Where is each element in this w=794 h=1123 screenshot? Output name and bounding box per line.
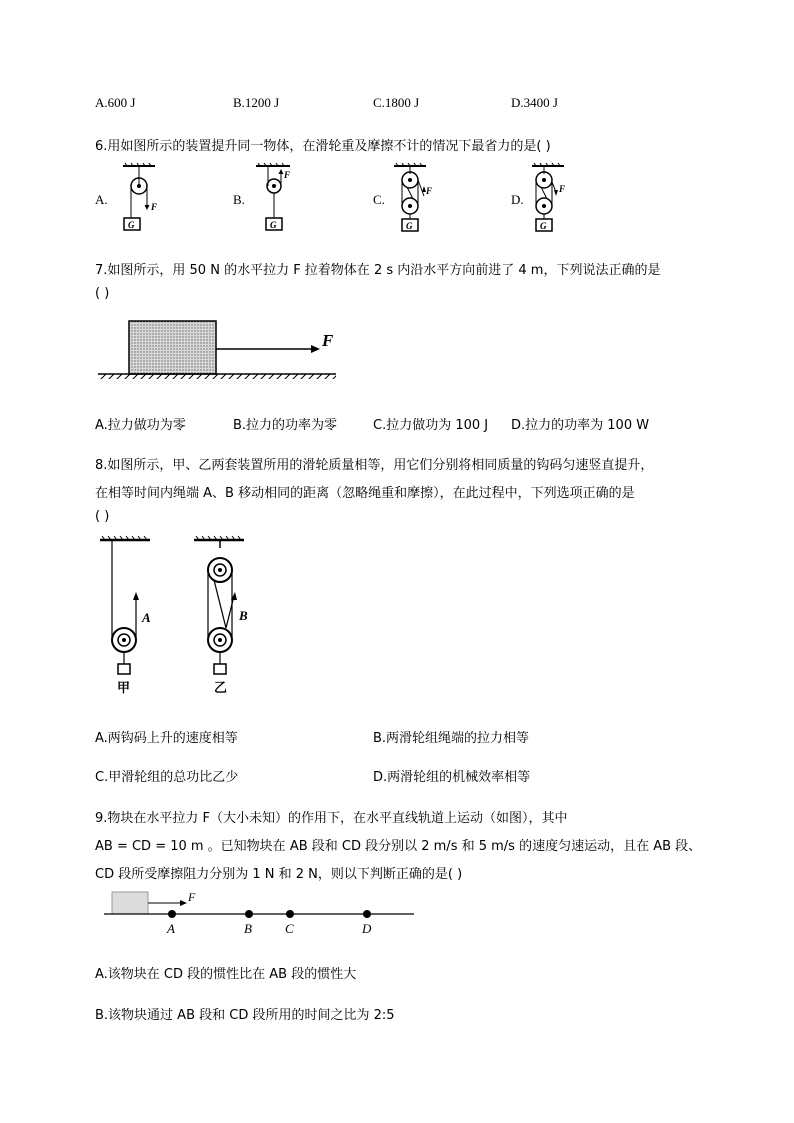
q6-figure-c xyxy=(390,162,440,234)
q8-option-a: A.两钩码上升的速度相等 xyxy=(95,731,238,746)
q9-stem-line1: 9.物块在水平拉力 F（大小未知）的作用下，在水平直线轨道上运动（如图），其中 xyxy=(95,811,568,826)
q6-figure-d xyxy=(528,162,578,234)
q8-caption-jia: 甲 xyxy=(117,681,131,696)
q9-block xyxy=(112,892,148,914)
q8-stem-line1: 8.如图所示，甲、乙两套装置所用的滑轮质量相等，用它们分别将相同质量的钩码匀速竖直提升， xyxy=(95,458,654,473)
q7-option-c: C.拉力做功为 100 J xyxy=(373,418,489,433)
q6-label-a: A. xyxy=(95,192,108,207)
q8-label-b: B xyxy=(239,608,248,623)
q8-stem-line3: ( ) xyxy=(95,509,110,524)
q7-stem-line2: ( ) xyxy=(95,286,110,301)
q8-stem-line2: 在相等时间内绳端 A、B 移动相同的距离（忽略绳重和摩擦），在此过程中，下列选项正确的是 xyxy=(95,486,635,501)
q6-label-c: C. xyxy=(373,192,385,207)
q7-force-label: F xyxy=(322,331,334,350)
q7-stem-line1: 7.如图所示，用 50 N 的水平拉力 F 拉着物体在 2 s 内沿水平方向前进了 4 m，下列说法正确的是 xyxy=(95,263,661,278)
q6-d-force-label: F xyxy=(559,184,566,194)
q6-stem: 6.用如图所示的装置提升同一物体，在滑轮重及摩擦不计的情况下最省力的是( ) xyxy=(95,139,551,154)
q5-option-a: A.600 J xyxy=(95,95,136,110)
q5-option-c: C.1800 J xyxy=(373,95,420,110)
q9-figure xyxy=(104,888,420,940)
q6-figure-b xyxy=(250,162,300,234)
q8-label-a: A xyxy=(142,610,151,625)
q7-option-d: D.拉力的功率为 100 W xyxy=(511,418,650,433)
q5-option-b: B.1200 J xyxy=(233,95,280,110)
q9-point-a: A xyxy=(167,921,175,936)
q8-option-b: B.两滑轮组绳端的拉力相等 xyxy=(373,731,530,746)
q7-option-a: A.拉力做功为零 xyxy=(95,418,186,433)
q6-label-b: B. xyxy=(233,192,245,207)
q9-stem-line3: CD 段所受摩擦阻力分别为 1 N 和 2 N，则以下判断正确的是( ) xyxy=(95,867,463,882)
q6-label-d: D. xyxy=(511,192,524,207)
q9-point-c-dot xyxy=(286,910,294,918)
q6-a-weight-label: G xyxy=(128,220,135,230)
q9-option-a: A.该物块在 CD 段的惯性比在 AB 段的惯性大 xyxy=(95,967,357,982)
q7-option-b: B.拉力的功率为零 xyxy=(233,418,338,433)
q7-block xyxy=(129,321,216,374)
q9-point-a-dot xyxy=(168,910,176,918)
q8-figure xyxy=(98,534,258,704)
q6-d-weight-label: G xyxy=(540,221,547,231)
q6-b-weight-label: G xyxy=(270,220,277,230)
q9-point-d: D xyxy=(362,921,372,936)
q5-option-d: D.3400 J xyxy=(511,95,558,110)
q9-point-b: B xyxy=(244,921,252,936)
q6-figure-a xyxy=(115,162,165,234)
q6-a-force-label: F xyxy=(151,202,158,212)
q6-c-weight-label: G xyxy=(406,221,413,231)
q9-point-b-dot xyxy=(245,910,253,918)
q9-point-c: C xyxy=(285,921,294,936)
q9-force-label: F xyxy=(188,890,196,904)
q6-c-force-label: F xyxy=(426,186,433,196)
q8-option-c: C.甲滑轮组的总功比乙少 xyxy=(95,770,239,785)
q6-b-force-label: F xyxy=(284,170,291,180)
q9-point-d-dot xyxy=(363,910,371,918)
q8-caption-yi: 乙 xyxy=(214,681,228,696)
q9-stem-line2: AB = CD = 10 m 。已知物块在 AB 段和 CD 段分别以 2 m/s 和 5 m/s 的速度匀速运动，且在 AB 段、 xyxy=(95,839,702,854)
q8-option-d: D.两滑轮组的机械效率相等 xyxy=(373,770,531,785)
q7-figure xyxy=(98,318,338,380)
q9-option-b: B.该物块通过 AB 段和 CD 段所用的时间之比为 2:5 xyxy=(95,1008,395,1023)
